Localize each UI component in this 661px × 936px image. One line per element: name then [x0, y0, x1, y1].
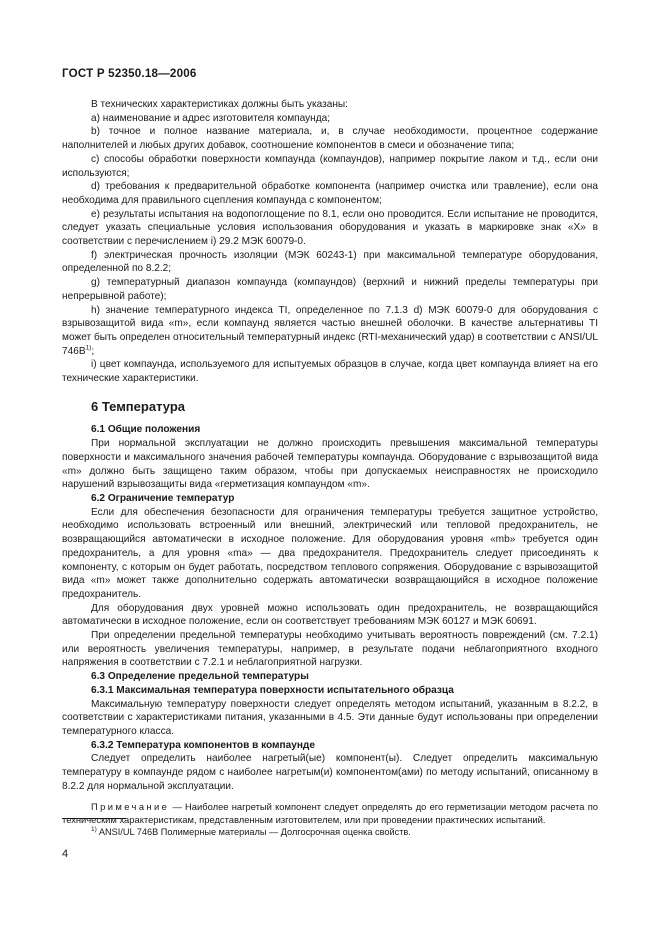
document-header: ГОСТ Р 52350.18—2006 — [62, 67, 197, 80]
note-text: — Наиболее нагретый компонент следует определять до его герметизации методом расчета по техническим характеристикам, представленным изготовителем, или при проведении практических испытаний. — [62, 801, 598, 826]
page-number: 4 — [62, 848, 69, 860]
subsection-6-2-paragraph-2: Для оборудования двух уровней можно использовать один предохранитель, не возвращающийся автоматически в исходное положение, если он соответствует требованиям МЭК 60127 и МЭК 60691. — [62, 602, 598, 628]
list-item-g: g) температурный диапазон компаунда (компаундов) (верхний и нижний пределы температуры при непрерывной работе); — [62, 277, 598, 302]
footnote-text: ANSI/UL 746B Полимерные материалы — Долгосрочная оценка свойств. — [96, 827, 411, 837]
list-item-h-tail: ; — [91, 345, 95, 357]
list-item-d: d) требования к предварительной обработке компонента (например очистка или травление), если она необходима для правильного сцепления компаунда с компонентом; — [62, 181, 598, 206]
section-6-title: 6 Температура — [91, 398, 185, 414]
list-item-h-text: h) значение температурного индекса TI, определенное по 7.1.3 d) МЭК 60079-0 для оборудования с взрывозащитой вида «m», если компаунд является частью внешней оболочки. В качестве альтернативы TI может быть определен относительный температурный индекс (RTI-механический удар) в соответствии с ANSI/UL 746B — [62, 304, 598, 357]
subsection-6-1-text: При нормальной эксплуатации не должно происходить превышения максимальной температуры поверхности и максимального значения рабочей температуры компаунда. Оборудование с взрывозащитой вида «m» должно быть защищено таким образом, чтобы при допускаемых неисправностях не происходило нарушений взрывозащиты вида «герметизация компаундом «m». — [62, 438, 598, 491]
list-item-h — [62, 304, 598, 359]
subsection-6-3-1-title: 6.3.1 Максимальная температура поверхности испытательного образца — [91, 684, 454, 696]
subsection-6-2-paragraph-3: При определении предельной температуры необходимо учитывать вероятность повреждений (см. 7.2.1) или вероятность увеличения температуры, например, в результате подачи неблагоприятного входного напряжения в соответствии с 7.2.1 и неблагоприятной нагрузки. — [62, 630, 598, 669]
list-item-e: e) результаты испытания на водопоглощение по 8.1, если оно проводится. Если испытание не проводится, следует указать специальные условия использования оборудования и указать в маркировке знак «X» в соответствии с перечислением i) 29.2 МЭК 60079-0. — [62, 208, 598, 248]
list-item-c: c) способы обработки поверхности компаунда (компаундов), например покрытие лаком и т.д., если они используются; — [62, 153, 598, 179]
list-item-i: i) цвет компаунда, используемого для испытуемых образцов в случае, когда цвет компаунда влияет на его технические характеристики. — [62, 359, 598, 385]
intro-paragraph: В технических характеристиках должны быть указаны: — [91, 99, 348, 110]
note-label: Примечание — [91, 801, 170, 813]
list-item-b: b) точное и полное название материала, и, в случае необходимости, процентное содержание наполнителей и любых других добавок, соотношение компонентов в смеси и обозначение типа; — [62, 126, 598, 152]
page-content — [62, 98, 598, 827]
footnote-reference[interactable]: 1) — [85, 344, 92, 352]
subsection-6-3-2-title: 6.3.2 Температура компонентов в компаунде — [91, 739, 315, 751]
list-item-f: f) электрическая прочность изоляции (МЭК 60243-1) при максимальной температуре оборудования, определенной по 8.2.2; — [62, 249, 598, 275]
subsection-6-3-1-text: Максимальную температуру поверхности следует определять методом испытаний, указанным в 8.2.2, в соответствии с характеристиками питания, указанными в 4.5. Эти данные будут использованы при определении температурного класса. — [62, 698, 598, 737]
note-paragraph — [62, 801, 598, 827]
subsection-6-2-title: 6.2 Ограничение температур — [91, 492, 235, 504]
footnote-divider — [62, 818, 126, 819]
subsection-6-2-paragraph-1: Если для обеспечения безопасности для ограничения температуры требуется защитное устройство, необходимо использовать встроенный или внешний, электрический или тепловой предохранитель, не возвращающийся автоматически в исходное положение. Для оборудования уровня «mb» требуется один предохранитель, а для уровня «ma» — два предохранителя. Предохранитель следует присоединять к компоненту, с которым он будет работать, посредством теплового сопряжения. Оборудование с взрывозащитой вида «m» может также дополнительно содержать автоматически возвращающийся в исходное положение предохранитель. — [62, 506, 598, 600]
subsection-6-3-2-text: Следует определить наиболее нагретый(ые) компонент(ы). Следует определить максимальную температуру в компаунде рядом с наиболее нагретым(и) компонентом(ами) по методу испытаний, описанному в 8.2.2 для нормальной эксплуатации. — [62, 753, 598, 792]
footnote — [91, 826, 411, 838]
list-item-a: а) наименование и адрес изготовителя компаунда; — [91, 112, 331, 124]
subsection-6-1-title: 6.1 Общие положения — [91, 424, 201, 436]
footnote-marker: 1) — [91, 825, 97, 833]
subsection-6-3-title: 6.3 Определение предельной температуры — [91, 671, 309, 683]
